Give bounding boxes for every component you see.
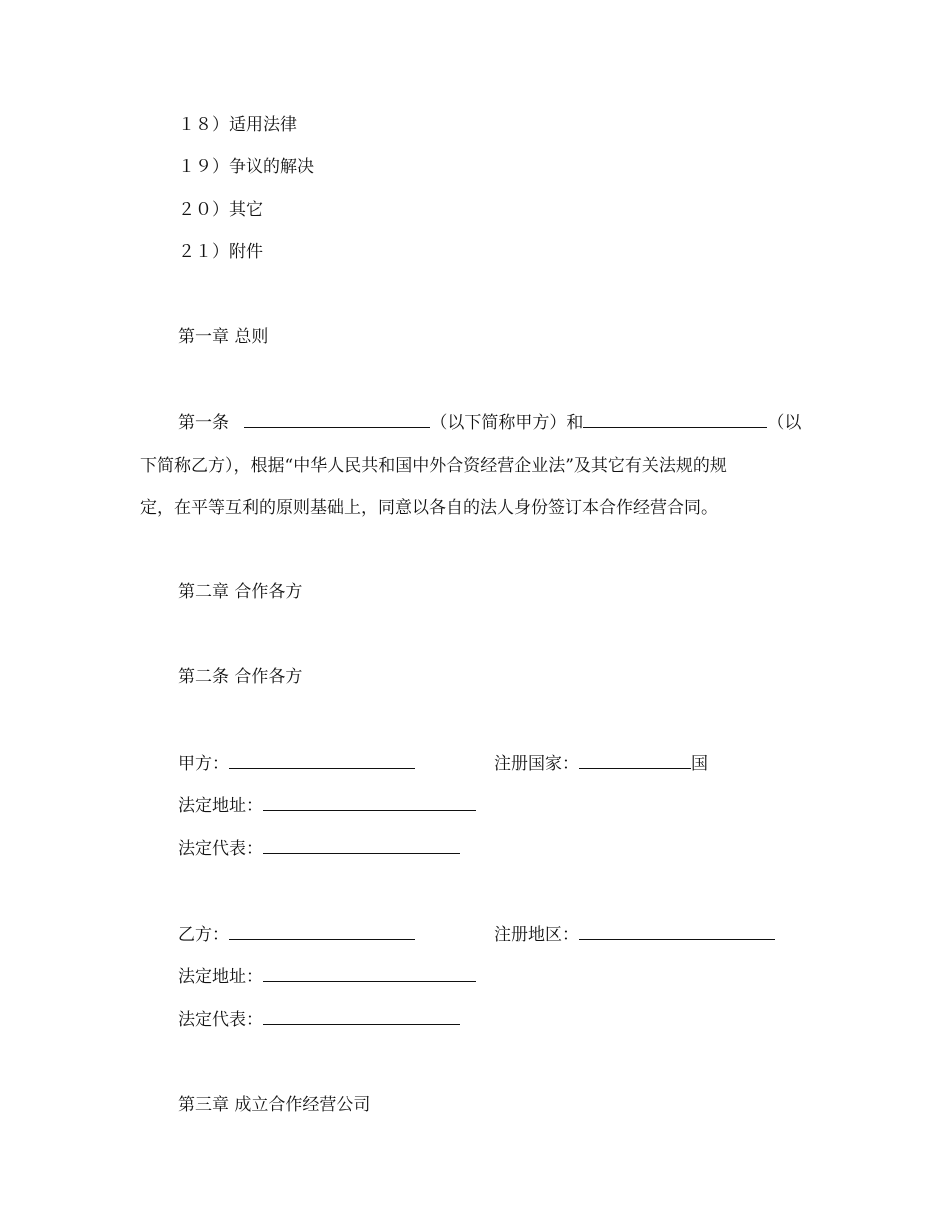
party-a-note: （以下简称甲方）和	[430, 413, 584, 433]
paren-open: （以	[767, 413, 802, 433]
party-a-name-label: 甲方：	[178, 754, 229, 774]
party-b-address-label: 法定地址：	[178, 967, 263, 987]
party-a-name-row	[178, 752, 415, 775]
party-b-name-blank	[583, 411, 767, 428]
party-b-name-label: 乙方：	[178, 925, 229, 945]
toc-item-19: １９）争议的解决	[178, 157, 314, 177]
party-a-address-row	[178, 794, 476, 817]
article-2-heading: 第二条 合作各方	[178, 667, 303, 687]
chapter-2-heading: 第二章 合作各方	[178, 582, 303, 602]
party-b-name-row	[178, 923, 415, 946]
chapter-1-heading: 第一章 总则	[178, 327, 269, 347]
party-b-region-row	[494, 923, 775, 946]
toc-item-20: ２０）其它	[178, 200, 263, 220]
party-a-rep-label: 法定代表：	[178, 839, 263, 859]
party-a-name-blank	[244, 411, 430, 428]
party-a-address-field	[263, 794, 476, 811]
party-a-country-row	[494, 752, 708, 775]
chapter-3-heading: 第三章 成立合作经营公司	[178, 1095, 371, 1115]
party-b-region-label: 注册地区：	[494, 925, 579, 945]
party-b-address-row	[178, 965, 476, 988]
party-a-rep-field	[263, 837, 460, 854]
toc-item-21: ２１）附件	[178, 242, 263, 262]
party-b-address-field	[263, 965, 476, 982]
party-a-address-label: 法定地址：	[178, 796, 263, 816]
party-a-country-label: 注册国家：	[494, 754, 579, 774]
party-b-rep-field	[263, 1008, 460, 1025]
party-b-rep-label: 法定代表：	[178, 1010, 263, 1030]
article-1-line-1	[178, 411, 801, 434]
party-b-name-field	[229, 923, 415, 940]
party-a-rep-row	[178, 837, 460, 860]
party-b-region-field	[579, 923, 775, 940]
article-1-line-2: 下简称乙方），根据“中华人民共和国中外合资经营企业法”及其它有关法规的规	[140, 456, 727, 476]
article-1-line-3: 定，在平等互利的原则基础上，同意以各自的法人身份签订本合作经营合同。	[140, 498, 718, 518]
party-a-name-field	[229, 752, 415, 769]
party-a-country-field	[579, 752, 691, 769]
toc-item-18: １８）适用法律	[178, 115, 297, 135]
party-b-rep-row	[178, 1008, 460, 1031]
article-1-prefix: 第一条	[178, 413, 229, 433]
party-a-country-suffix: 国	[691, 754, 708, 774]
